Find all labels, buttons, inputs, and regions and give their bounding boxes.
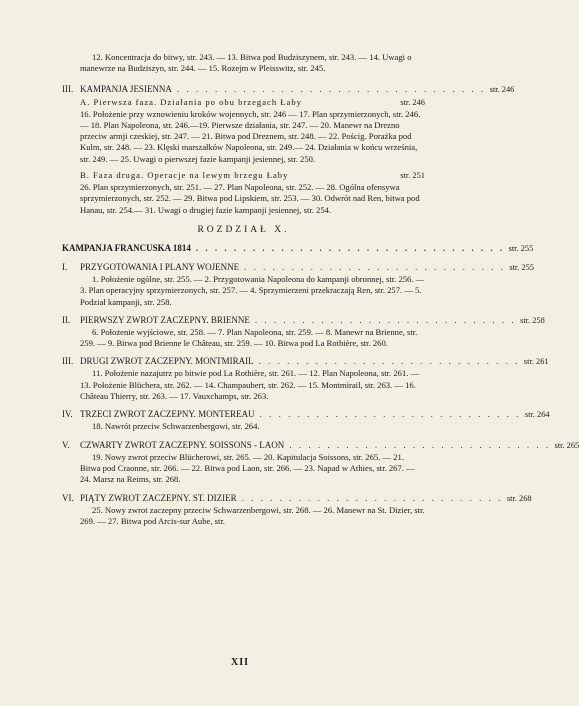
subsection-a-heading-row[interactable] [80,96,425,109]
toc-entry[interactable] [62,355,549,368]
entry-number: III. [62,83,74,94]
entry-page: str. 258 [520,315,545,325]
subsection-a-heading: A. Pierwsza faza. Działania po obu brzegach Łaby [80,96,302,107]
toc-section [62,408,550,432]
toc-entry[interactable] [62,408,550,421]
entry-number: V. [62,439,70,450]
toc-entry[interactable] [62,492,532,505]
subsection-a-page: str. 246 [400,97,425,107]
entry-number: I. [62,261,68,272]
dot-leader: . . . . . . . . . . . . . . . . . . . . . . . . . . . . [244,261,506,272]
entry-title: PIERWSZY ZWROT ZACZEPNY. BRIENNE [80,314,250,325]
entry-number: VI. [62,492,74,503]
section-list [62,261,579,527]
campaign-title: KAMPANJA FRANCUSKA 1814 [62,242,191,253]
entry-title: DRUGI ZWROT ZACZEPNY. MONTMIRAIL [80,356,254,367]
entry-number: IV. [62,409,73,420]
chapter-heading: ROZDZIAŁ X. [197,224,290,235]
entry-page: str. 261 [523,357,549,367]
toc-section [62,314,545,350]
entry-page: str. 255 [509,262,534,272]
intro-paragraph: 12. Koncentracja do bitwy, str. 243. — 13. Bitwa pod Budziszynem, str. 243. — 14. Uwagi o manewrze na Budziszyn, str. 244. — 15. Rozejm w Pleisswitz, str. 245. [80,52,412,74]
entry-number: III. [62,356,74,367]
subsection-b-page: str. 251 [400,171,425,181]
entry-title: PIĄTY ZWROT ZACZEPNY. ST. DIZIER [80,492,237,503]
subsection-b-heading: B. Faza druga. Operacje na lewym brzegu Łaby [80,170,289,181]
entry-text: 11. Położenie nazajutrz po bitwie pod La Rothière, str. 261. — 12. Plan Napoleona, str. 261. — 13. Położenie Blüchera, str. 262. — 14. Champaubert, str. 262. — 15. Montmirail, str. 263. — 16. Château Thierry, str. 263. — 17. Vauxchamps, str. 263. [80,368,420,402]
entry-text: 6. Położenie wyjściowe, str. 258. — 7. Plan Napoleona, str. 259. — 8. Manewr na Brienne, str. 259. — 9. Bitwa pod Brienne le Château, str. 259. — 10. Bitwa pod La Rothière, str. 260. [80,326,418,349]
entry-text: 1. Położenie ogólne, str. 255. — 2. Przygotowania Napoleona do kampanji obronnej, str. 256. — 3. Plan operacyjny sprzymierzonych, str. 257. — 4. Sprzymierzeni przekraczają Ren, str. 257. — 5. Podział kampanji, str. 258. [80,273,425,307]
entry-title: PRZYGOTOWANIA I PLANY WOJENNE [80,261,240,272]
toc-entry-kampanja-jesienna[interactable] [62,83,515,96]
toc-section [62,492,532,528]
dot-leader: . . . . . . . . . . . . . . . . . . . . . . . . . . . . [289,439,551,450]
toc-section [62,355,549,402]
toc-entry[interactable] [62,314,545,327]
subsection-a [62,96,425,216]
entry-page: str. 246 [489,84,515,94]
dot-leader: . . . . . . . . . . . . . . . . . . . . . . . . . . . . [254,314,517,325]
dot-leader: . . . . . . . . . . . . . . . . . . . . . . . . . . . . [259,409,521,420]
toc-entry[interactable] [62,261,534,274]
entry-text: 19. Nowy zwrot przeciw Blücherowi, str. 265. — 20. Kapitulacja Soissons, str. 265. — 21. Bitwa pod Craonne, str. 266. — 22. Bitwa pod Laon, str. 266. — 23. Napad w Athies, str. 267. — 24. Marsz na Reims, str. 268. [80,451,415,485]
toc-content [62,52,579,527]
campaign-page: str. 255 [508,243,534,253]
toc-entry[interactable] [62,439,579,452]
toc-section [62,439,579,486]
entry-page: str. 264 [524,410,550,420]
entry-title: KAMPANJA JESIENNA [80,83,172,94]
entry-text: 18. Nawrót przeciw Schwarzenbergowi, str. 264. [92,421,260,432]
toc-section [62,261,534,308]
entry-text: 25. Nowy zwrot zaczepny przeciw Schwarzenbergowi, str. 268. — 26. Manewr na St. Dizier, str. 269. — 27. Bitwa pod Arcis-sur Aube, str. [80,504,425,526]
entry-page: str. 268 [506,493,532,503]
entry-page: str. 265 [554,440,579,450]
dot-leader: . . . . . . . . . . . . . . . . . . . . . . . . . . . . [241,492,503,503]
entry-title: TRZECI ZWROT ZACZEPNY. MONTEREAU [80,409,255,420]
entry-number: II. [62,314,71,325]
dot-leader: . . . . . . . . . . . . . . . . . . . . . . . . . . . . [258,356,520,367]
subsection-a-text: 16. Położenie przy wznowieniu kroków wojennych, str. 246 — 17. Plan sprzymierzonych, str. 246. — 18. Plan Napoleona, str. 246.—19. Pierwsze działania, str. 247. — 20. Manewr na Drezno przeciw armji czeskiej, str. 247. — 21. Bitwa pod Dreznem, str. 248. — 22. Pościg. Porażka pod Kulm, str. 248. — 23. Klęski marszałków Napoleona, str. 249.— 24. Działania w końcu września, str. 249. — 25. Uwagi o pierwszej fazie kampanji jesiennej, str. 250. [80,108,421,164]
page-number: XII [230,657,249,668]
subsection-b-text: 26. Plan sprzymierzonych, str. 251. — 27. Plan Napoleona, str. 252. — 28. Ogólna ofensywa sprzymierzonych, str. 252. — 29. Bitwa pod Lipskiem, str. 253. — 30. Odwrót nad Ren, bitwa pod Hanau, str. 254.— 31. Uwagi o drugiej fazie kampanji jesiennej, str. 254. [80,182,420,215]
dot-leader: . . . . . . . . . . . . . . . . . . . . . . . . . . . . . . . . . [176,83,486,94]
campaign-title-row[interactable] [62,242,534,255]
subsection-b-heading-row[interactable] [80,169,425,182]
dot-leader: . . . . . . . . . . . . . . . . . . . . . . . . . . . . . . . . . [195,242,505,253]
entry-title: CZWARTY ZWROT ZACZEPNY. SOISSONS - LAON [80,439,285,450]
